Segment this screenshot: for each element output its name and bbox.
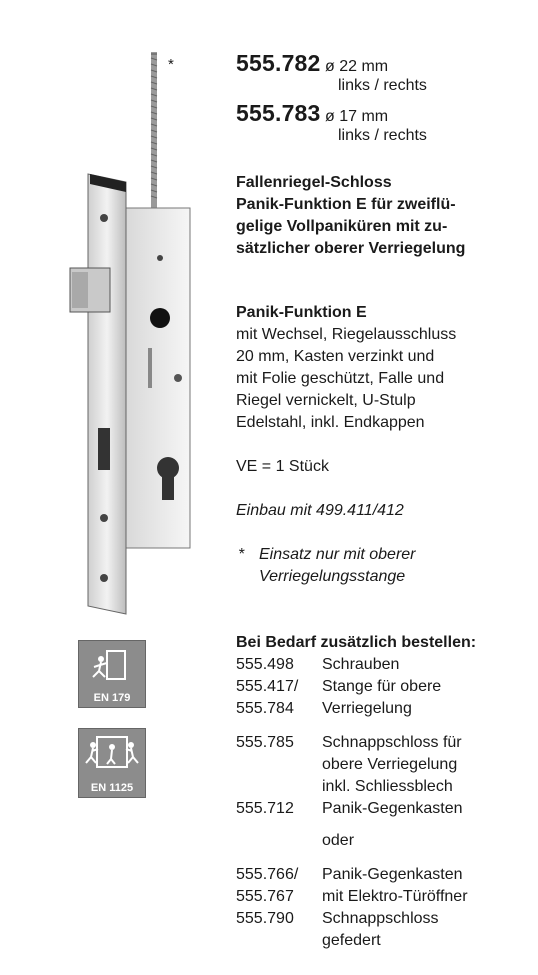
product-555782 [236, 50, 388, 77]
desc-line: Riegel vernickelt, U-Stulp [236, 392, 416, 409]
desc-line: mit Folie geschützt, Falle und [236, 370, 445, 387]
desc-line: Edelstahl, inkl. Endkappen [236, 414, 425, 431]
order-text: Schnappschloss [322, 910, 439, 927]
order-row [236, 732, 462, 754]
footnote-star: * [238, 546, 245, 563]
asterisk-marker: * [168, 56, 174, 73]
order-text: mit Elektro-Türöffner [322, 888, 468, 905]
order-text: Stange für obere [322, 678, 442, 695]
order-row [236, 754, 457, 776]
product-code: 555.782 [236, 50, 321, 76]
installation-note: Einbau mit 499.411/412 [236, 502, 404, 519]
title-line: sätzlicher oberer Verriegelung [236, 240, 466, 257]
desc-line: mit Wechsel, Riegelausschluss [236, 326, 457, 343]
order-row [236, 654, 399, 676]
badge-label: EN 1125 [90, 782, 134, 794]
order-text: Panik-Gegenkasten [322, 866, 463, 883]
order-text: inkl. Schliessblech [322, 778, 453, 795]
footnote [259, 544, 416, 588]
product-code: 555.783 [236, 100, 321, 126]
order-text: oder [322, 832, 355, 849]
order-text: obere Verriegelung [322, 756, 458, 773]
packaging-unit: VE = 1 Stück [236, 458, 329, 475]
product-555783 [236, 100, 388, 127]
product-sides: links / rechts [338, 127, 427, 144]
order-code: 555.785 [236, 734, 294, 751]
order-code: 555.767 [236, 888, 294, 905]
order-row [236, 930, 381, 952]
footnote-line: Verriegelungsstange [259, 568, 406, 585]
panic-exit-double-door-icon [79, 729, 145, 777]
en179-badge [78, 640, 146, 708]
product-diameter: ø 17 mm [325, 108, 389, 125]
title-line: Fallenriegel-Schloss [236, 174, 392, 191]
badge-label: EN 179 [93, 692, 131, 704]
order-code: 555.790 [236, 910, 294, 927]
product-sides: links / rechts [338, 77, 427, 94]
title-line: Panik-Funktion E für zweiflü- [236, 196, 456, 213]
product-title [236, 172, 465, 260]
order-code: 555.784 [236, 700, 294, 717]
order-row [236, 864, 463, 886]
product-diameter: ø 22 mm [325, 58, 389, 75]
panik-description [236, 302, 456, 434]
order-heading: Bei Bedarf zusätzlich bestellen: [236, 634, 477, 651]
order-code: 555.498 [236, 656, 294, 673]
order-row [236, 886, 468, 908]
lock-product-image [60, 48, 200, 618]
title-line: gelige Vollpaniküren mit zu- [236, 218, 448, 235]
desc-line: 20 mm, Kasten verzinkt und [236, 348, 435, 365]
order-code: 555.417/ [236, 678, 299, 695]
order-row [236, 830, 354, 852]
order-text: Panik-Gegenkasten [322, 800, 463, 817]
order-text: gefedert [322, 932, 381, 949]
order-text: Verriegelung [322, 700, 412, 717]
en1125-badge [78, 728, 146, 798]
order-row [236, 776, 453, 798]
order-code: 555.712 [236, 800, 294, 817]
order-text: Schrauben [322, 656, 400, 673]
order-row [236, 698, 412, 720]
panik-heading: Panik-Funktion E [236, 304, 367, 321]
order-row [236, 798, 463, 820]
order-row [236, 908, 439, 930]
order-code: 555.766/ [236, 866, 299, 883]
footnote-line: Einsatz nur mit oberer [259, 546, 416, 563]
panic-exit-single-door-icon [79, 641, 145, 689]
order-row [236, 676, 441, 698]
order-text: Schnappschloss für [322, 734, 462, 751]
